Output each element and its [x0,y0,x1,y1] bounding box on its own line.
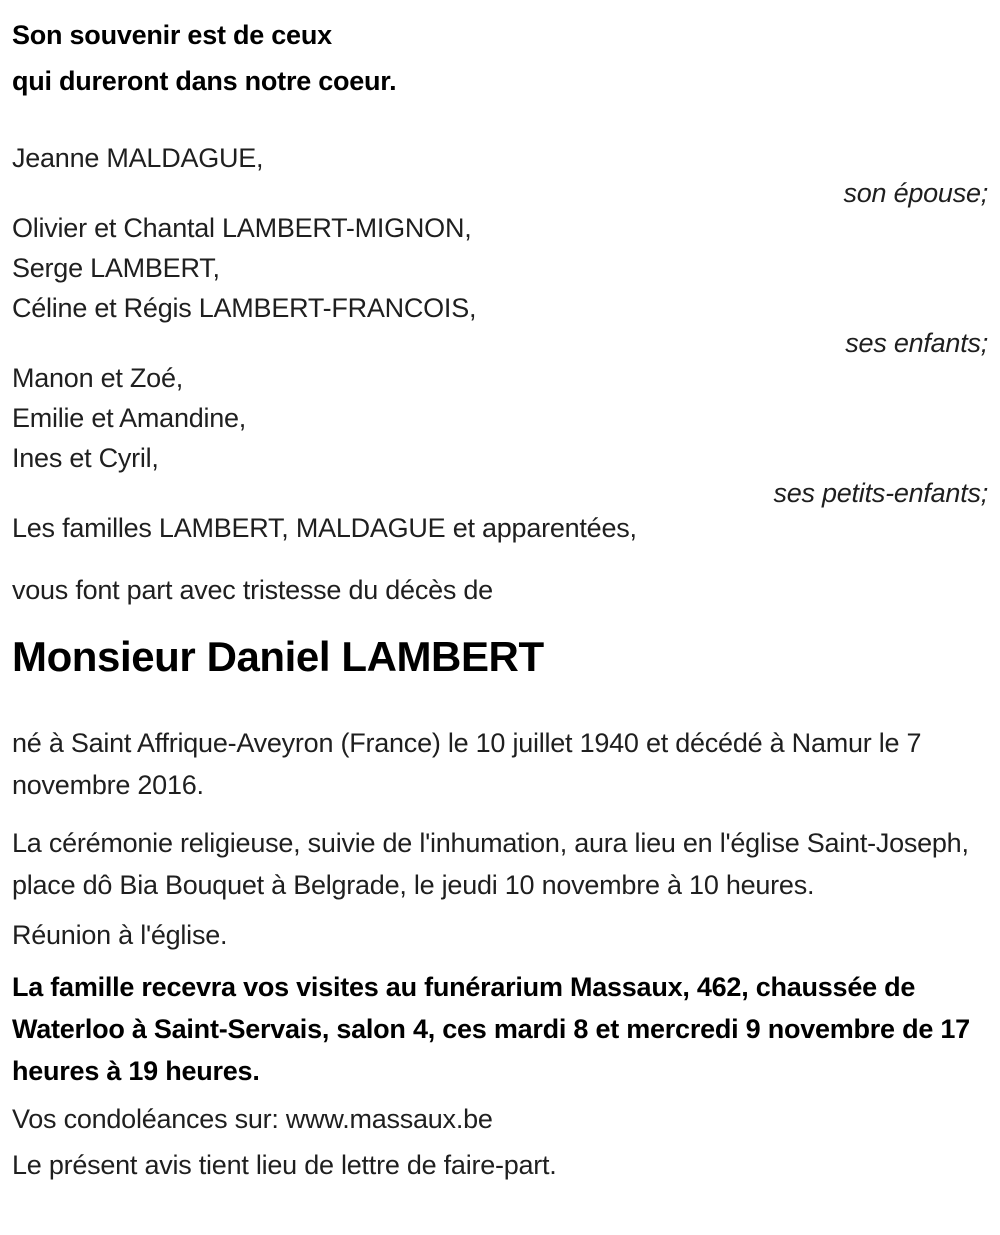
relation-label-spouse: son épouse; [843,178,988,208]
mourner-name-grandchild-1: Manon et Zoé, [12,363,183,393]
condolences-prefix: Vos condoléances sur: [12,1104,286,1134]
ceremony-paragraph: La cérémonie religieuse, suivie de l'inhumation, aura lieu en l'église Saint-Joseph, place dô Bia Bouquet à Belgrade, le jeudi 10 novembre à 10 heures. [12,828,969,900]
mourner-name-child-1: Olivier et Chantal LAMBERT-MIGNON, [12,213,472,243]
deceased-name: Monsieur Daniel LAMBERT [12,633,544,680]
visits-paragraph: La famille recevra vos visites au funérarium Massaux, 462, chaussée de Waterloo à Saint-Servais, salon 4, ces mardi 8 et mercredi 9 novembre de 17 heures à 19 heures. [12,972,970,1086]
mourner-name-families: Les familles LAMBERT, MALDAGUE et apparentées, [12,513,637,543]
mourner-name-child-3: Céline et Régis LAMBERT-FRANCOIS, [12,293,477,323]
mourners-list [12,138,988,548]
birth-death-paragraph: né à Saint Affrique-Aveyron (France) le 10 juillet 1940 et décédé à Namur le 7 novembre 2016. [12,728,922,800]
epigraph [12,12,988,104]
epigraph-line-2: qui dureront dans notre coeur. [12,66,397,96]
relation-label-grandchildren: ses petits-enfants; [773,478,988,508]
announcement-line: vous font part avec tristesse du décès de [12,575,493,605]
closing-line: Le présent avis tient lieu de lettre de faire-part. [12,1150,557,1180]
mourner-name-spouse: Jeanne MALDAGUE, [12,143,264,173]
relation-label-children: ses enfants; [845,328,988,358]
condolences-line [12,1098,988,1140]
epigraph-line-1: Son souvenir est de ceux [12,20,332,50]
mourner-name-grandchild-3: Ines et Cyril, [12,443,159,473]
mourner-name-child-2: Serge LAMBERT, [12,253,220,283]
mourner-name-grandchild-2: Emilie et Amandine, [12,403,247,433]
reunion-line: Réunion à l'église. [12,920,228,950]
condolences-link[interactable]: www.massaux.be [285,1104,493,1134]
